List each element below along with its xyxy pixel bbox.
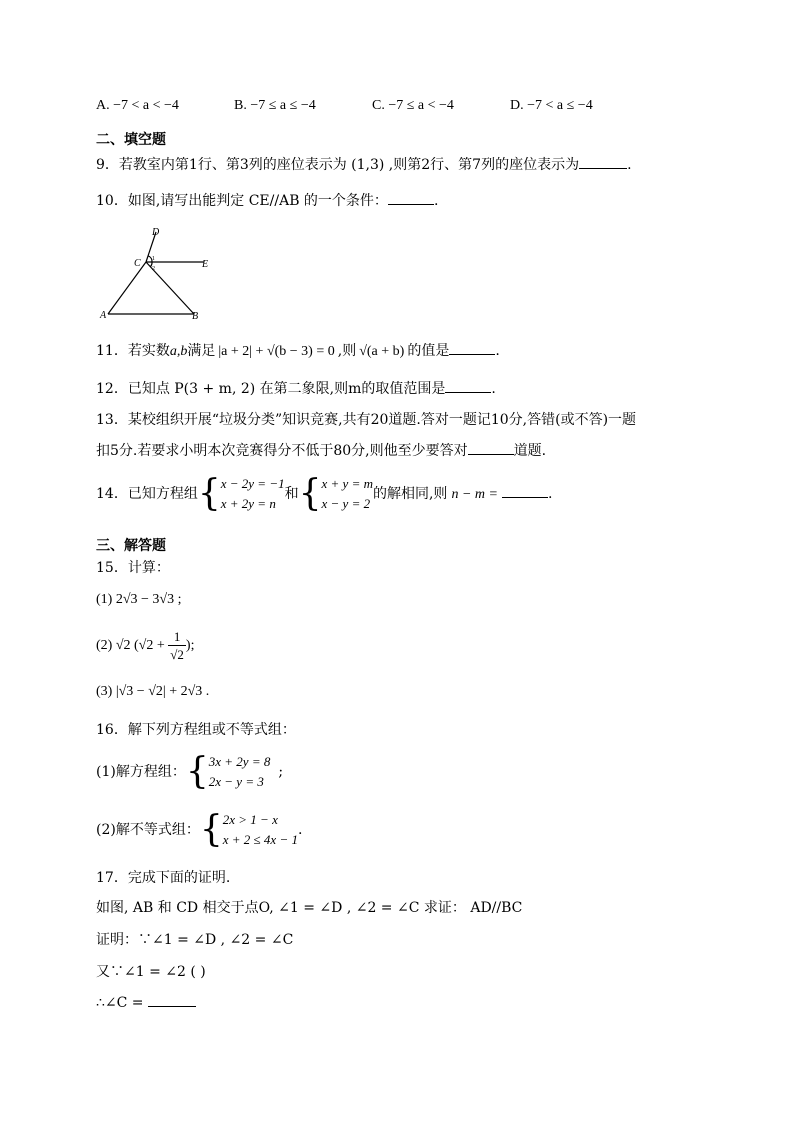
brace-icon: { xyxy=(197,473,221,514)
equation-1: 3x + 2y = 8 xyxy=(208,754,271,769)
question-15-part-1: (1) 2√3 − 3√3 ; xyxy=(96,592,182,607)
question-11-vars: a,b xyxy=(169,344,188,359)
choice-a: A. −7 < a < −4 xyxy=(96,98,179,113)
question-13-line-2 xyxy=(96,440,546,461)
choice-b: B. −7 ≤ a ≤ −4 xyxy=(234,98,316,113)
question-13-end: 道题. xyxy=(513,443,547,459)
question-14-post: 的解相同,则 xyxy=(372,486,448,502)
answer-blank[interactable] xyxy=(445,378,491,393)
question-11-equation: |a + 2| + √(b − 3) = 0 xyxy=(218,344,335,359)
answer-blank[interactable] xyxy=(468,440,514,455)
question-17-given: 如图, AB 和 CD 相交于点O, ∠1 = ∠D , ∠2 = ∠C 求证： AD//BC xyxy=(96,900,523,916)
answer-blank[interactable] xyxy=(148,992,196,1007)
label-e: E xyxy=(202,259,209,270)
question-11-expression: √(a + b) xyxy=(359,344,405,359)
question-17-again: 又∵∠1 = ∠2 ( ) xyxy=(96,964,206,980)
part-1-label: (1)解方程组： xyxy=(96,764,186,780)
part-2-end: ); xyxy=(185,638,195,653)
question-15-part-2 xyxy=(96,626,194,666)
question-13-line-1: 13．某校组织开展“垃圾分类”知识竞赛,共有20道题.答对一题记10分,答错(或不答)一题 xyxy=(96,412,637,428)
question-9-text: 9．若教室内第1行、第3列的座位表示为 (1,3) ,则第2行、第7列的座位表示为 xyxy=(96,157,580,173)
choice-c: C. −7 ≤ a < −4 xyxy=(372,98,454,113)
brace-icon: { xyxy=(298,473,322,514)
label-c: C xyxy=(134,258,141,269)
equation-system xyxy=(209,752,271,792)
question-15-part-3: (3) |√3 − √2| + 2√3 . xyxy=(96,684,210,699)
answer-blank[interactable] xyxy=(449,340,495,355)
question-14-expression: n − m = xyxy=(451,487,498,502)
question-16-part-2 xyxy=(96,808,302,852)
question-11: 11．若实数a,b满足 |a + 2| + √(b − 3) = 0 ,则 √(a + b) 的值是 . xyxy=(96,340,500,362)
question-10: 10．如图,请写出能判定 CE//AB 的一个条件： . xyxy=(96,190,438,211)
fraction xyxy=(168,628,186,663)
question-9: 9．若教室内第1行、第3列的座位表示为 (1,3) ,则第2行、第7列的座位表示为 . xyxy=(96,154,632,175)
system-1-eq-1: x − 2y = −1 xyxy=(220,476,285,491)
question-12-text: 12．已知点 P(3 + m, 2) 在第二象限,则m的取值范围是 xyxy=(96,381,446,397)
label-a: A xyxy=(100,310,107,320)
geometry-figure xyxy=(98,224,220,320)
part-2-paren: (√2 + xyxy=(134,638,165,653)
part-1-end: ; xyxy=(278,764,284,780)
part-2-prefix: (2) √2 xyxy=(96,638,131,653)
question-17-thus-text: ∴∠C = xyxy=(96,995,144,1011)
fraction-denominator: √2 xyxy=(170,647,184,663)
section-solve-heading: 三、解答题 xyxy=(96,538,166,554)
question-14-end: . xyxy=(547,486,553,502)
question-11-post1: ,则 xyxy=(337,343,357,359)
question-17-proof: 证明：∵∠1 = ∠D , ∠2 = ∠C xyxy=(96,932,294,948)
question-16-title: 16．解下列方程组或不等式组： xyxy=(96,722,296,738)
answer-blank[interactable] xyxy=(502,483,548,498)
choice-d: D. −7 < a ≤ −4 xyxy=(510,98,593,113)
question-14-and: 和 xyxy=(284,486,299,502)
part-2-end: . xyxy=(297,822,303,838)
system-2-eq-2: x − y = 2 xyxy=(321,496,371,511)
question-17-title: 17．完成下面的证明. xyxy=(96,870,231,886)
question-10-text: 10．如图,请写出能判定 CE//AB 的一个条件： xyxy=(96,193,388,209)
question-16-part-1 xyxy=(96,750,283,794)
question-14 xyxy=(96,472,552,517)
label-d: D xyxy=(152,227,160,238)
segment-ac xyxy=(108,262,146,314)
question-13-text: 扣5分.若要求小明本次竞赛得分不低于80分,则他至少要答对 xyxy=(96,443,468,459)
question-15-title: 15．计算： xyxy=(96,560,170,576)
question-11-text: 11．若实数 xyxy=(96,343,170,359)
part-2-label: (2)解不等式组： xyxy=(96,822,200,838)
system-2-eq-1: x + y = m xyxy=(321,476,373,491)
equation-system-2 xyxy=(322,474,373,514)
question-11-mid: 满足 xyxy=(187,343,216,359)
brace-icon: { xyxy=(185,751,209,792)
inequality-2: x + 2 ≤ 4x − 1 xyxy=(222,832,298,847)
question-17-thus xyxy=(96,992,196,1013)
label-angle-2: 2 xyxy=(152,266,155,272)
answer-blank[interactable] xyxy=(388,190,434,205)
equation-2: 2x − y = 3 xyxy=(208,774,264,789)
question-12: 12．已知点 P(3 + m, 2) 在第二象限,则m的取值范围是 . xyxy=(96,378,496,399)
inequality-system xyxy=(223,810,298,850)
system-1-eq-2: x + 2y = n xyxy=(220,496,276,511)
inequality-1: 2x > 1 − x xyxy=(222,812,278,827)
label-angle-1: 1 xyxy=(152,256,155,262)
label-b: B xyxy=(192,311,199,320)
answer-blank[interactable] xyxy=(579,154,627,169)
brace-icon: { xyxy=(199,809,223,850)
section-fill-heading: 二、填空题 xyxy=(96,132,166,148)
question-14-text: 14．已知方程组 xyxy=(96,486,198,502)
equation-system-1 xyxy=(221,474,285,514)
fraction-numerator: 1 xyxy=(168,628,186,646)
question-11-post2: 的值是 xyxy=(407,343,450,359)
